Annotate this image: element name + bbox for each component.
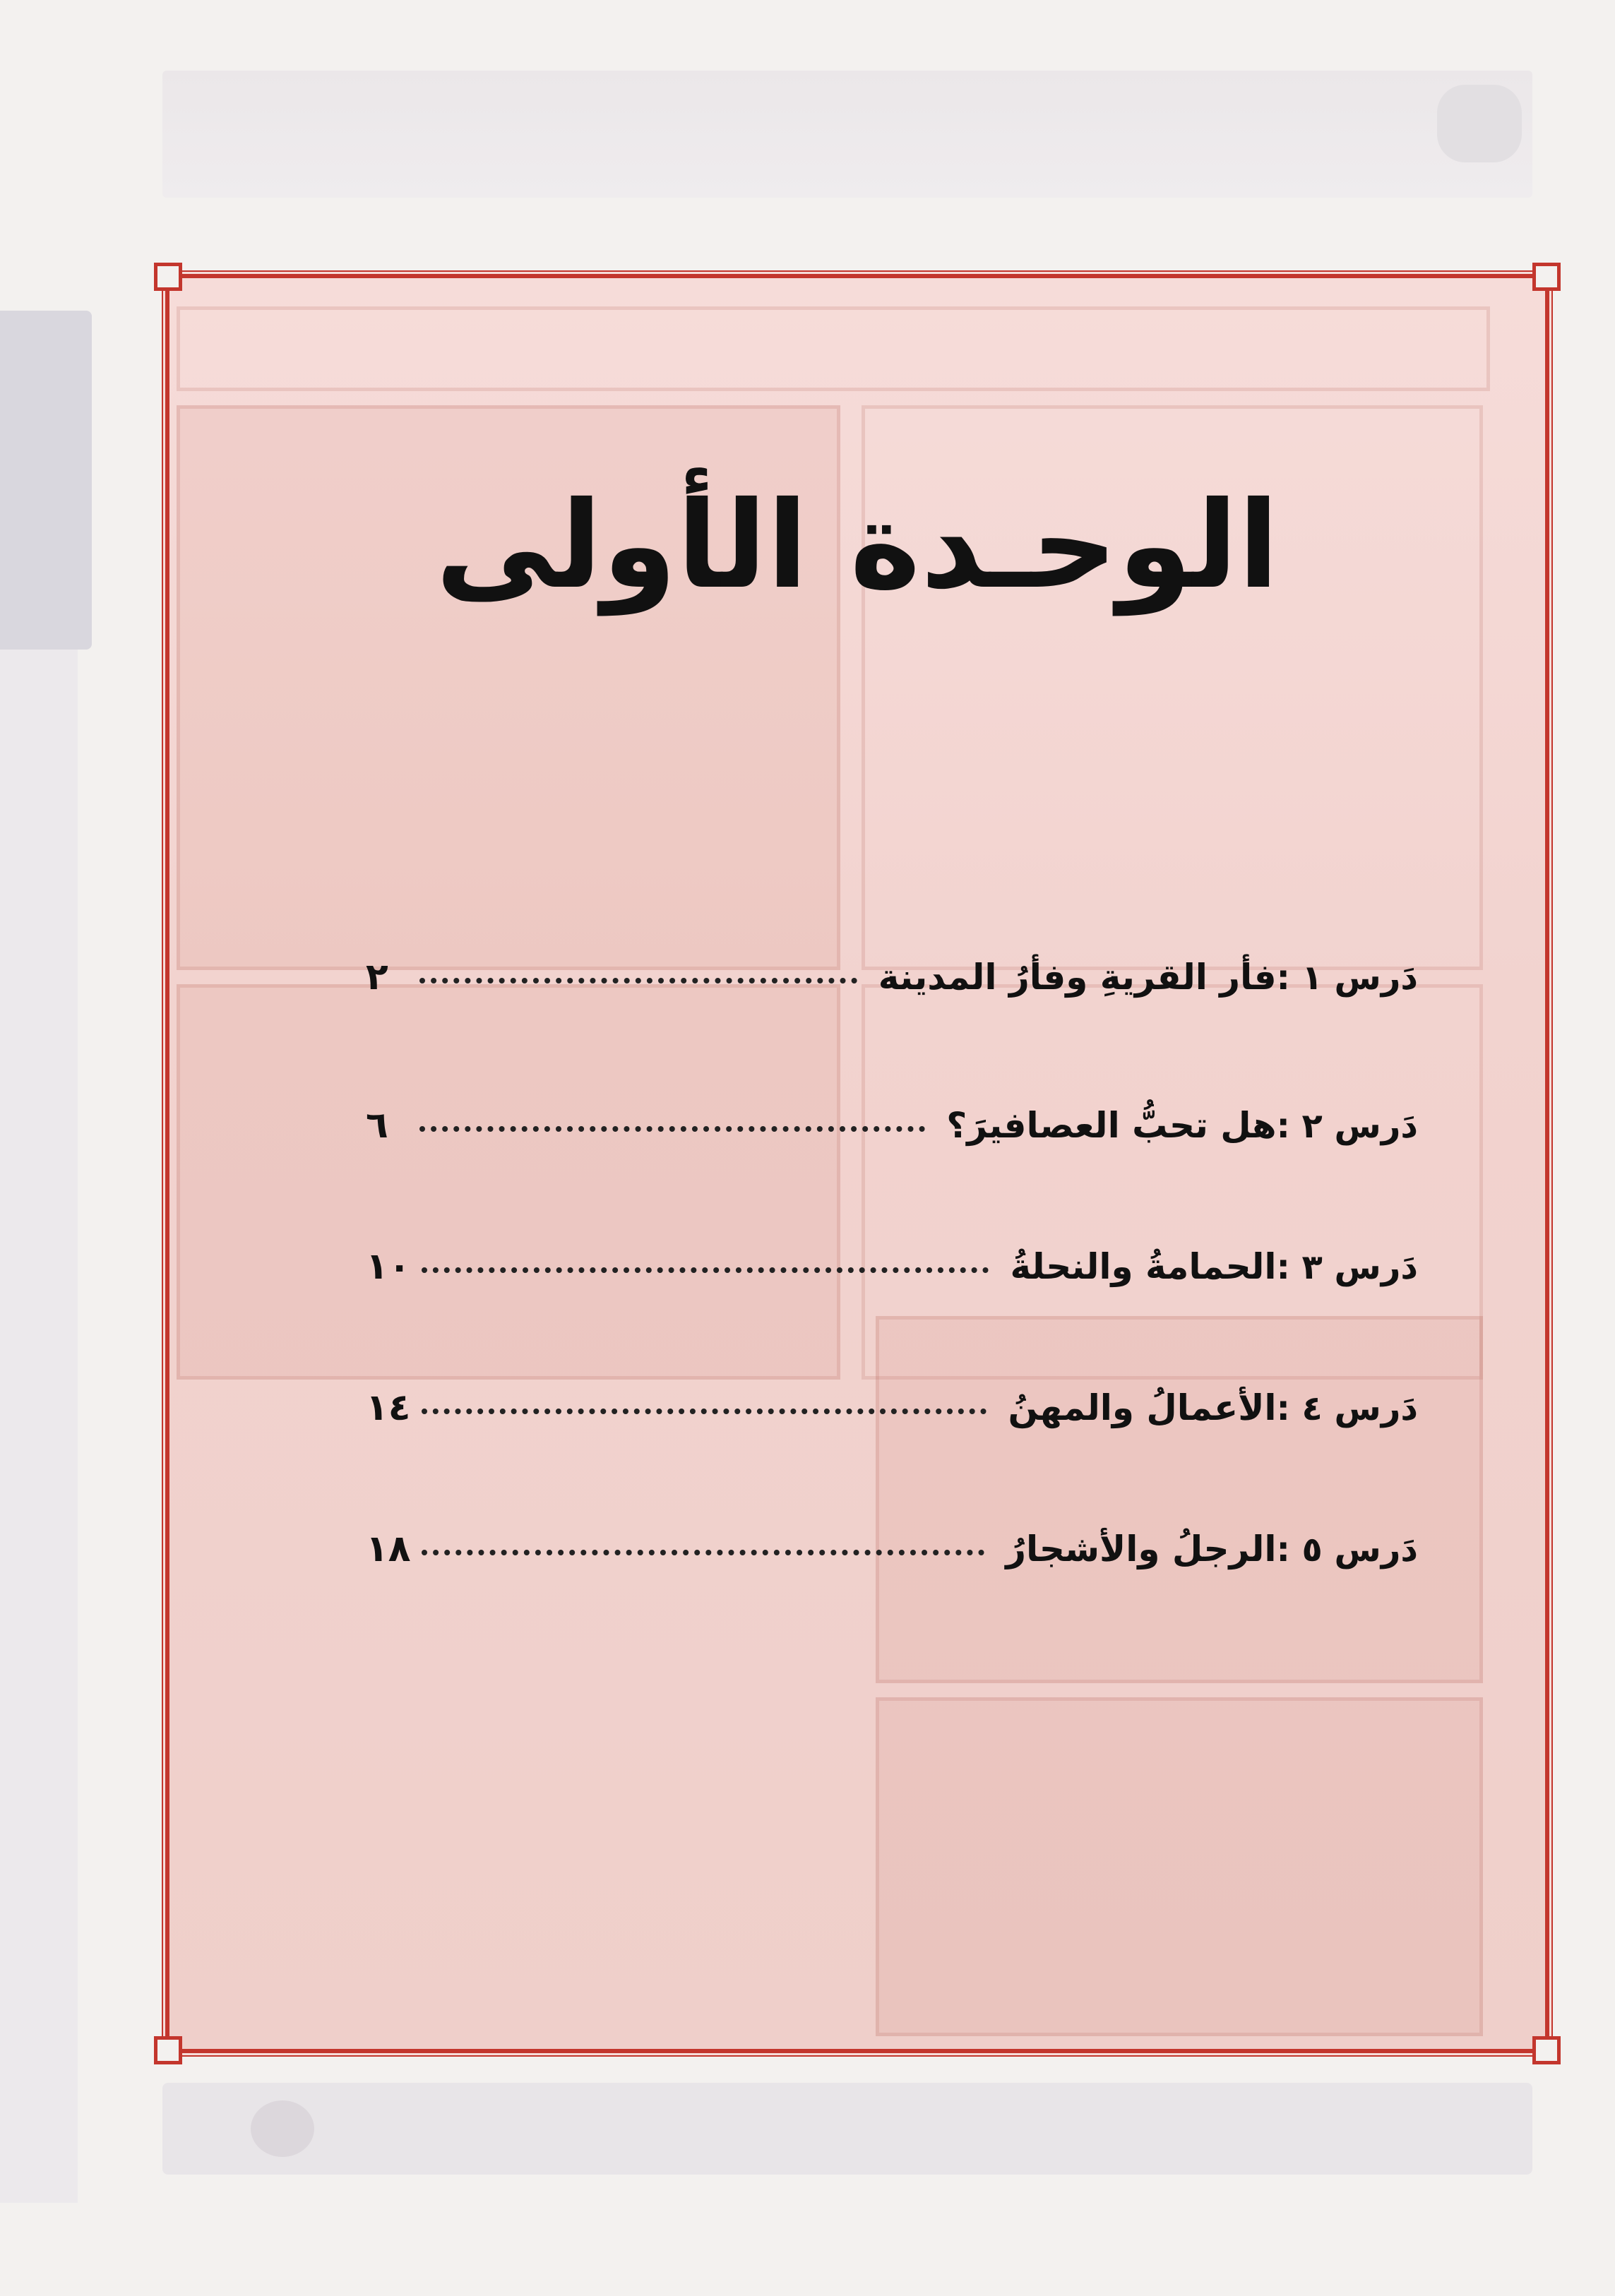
toc-row-lesson-5[interactable] xyxy=(366,1528,1418,1591)
faded-illustration-box xyxy=(177,306,1490,391)
faded-footer-circle xyxy=(251,2100,314,2157)
lesson-label: دَرس ٢ : xyxy=(1276,1106,1418,1146)
lesson-title: الحمامةُ والنحلةُ xyxy=(1010,1246,1277,1287)
unit-contents-panel xyxy=(165,274,1549,2053)
lesson-page-number: ٦ xyxy=(366,1104,388,1147)
lesson-label: دَرس ٣ : xyxy=(1276,1248,1418,1287)
lesson-page-number: ٢ xyxy=(366,956,388,998)
leader-dots xyxy=(422,1550,984,1555)
faded-header-badge xyxy=(1437,85,1522,162)
lesson-title: الرجلُ والأشجارُ xyxy=(1006,1529,1277,1569)
unit-title: الوحـدة الأولى xyxy=(435,476,1280,616)
frame-corner-ornament xyxy=(154,263,182,291)
lesson-page-number: ١٤ xyxy=(366,1387,411,1429)
leader-dots xyxy=(422,1409,987,1414)
frame-corner-ornament xyxy=(1532,2036,1561,2064)
lesson-page-number: ١٠ xyxy=(366,1245,411,1288)
faded-illustration-box xyxy=(177,984,840,1380)
faded-side-tab xyxy=(0,311,92,650)
leader-dots xyxy=(419,978,857,983)
faded-header-band xyxy=(162,71,1532,198)
lesson-page-number: ١٨ xyxy=(366,1528,411,1570)
frame-corner-ornament xyxy=(154,2036,182,2064)
lesson-title: الأعمالُ والمهنُ xyxy=(1008,1387,1277,1428)
toc-row-lesson-2[interactable] xyxy=(366,1104,1418,1168)
toc-row-lesson-4[interactable] xyxy=(366,1387,1418,1450)
faded-illustration-box xyxy=(876,1316,1483,1683)
toc-row-lesson-3[interactable] xyxy=(366,1245,1418,1309)
leader-dots xyxy=(422,1267,989,1273)
faded-footer-band xyxy=(162,2083,1532,2175)
faded-side-strip xyxy=(0,650,78,2203)
frame-corner-ornament xyxy=(1532,263,1561,291)
lesson-label: دَرس ٤ : xyxy=(1276,1389,1418,1428)
lesson-label: دَرس ٥ : xyxy=(1276,1530,1418,1569)
lesson-label: دَرس ١ : xyxy=(1276,958,1418,998)
faded-illustration-box xyxy=(876,1697,1483,2036)
toc-row-lesson-1[interactable] xyxy=(366,956,1418,1020)
lesson-title: هل تحبُّ العصافيرَ؟ xyxy=(946,1105,1277,1146)
lesson-title: فأر القريةِ وفأرُ المدينة xyxy=(878,957,1277,998)
leader-dots xyxy=(419,1126,925,1132)
